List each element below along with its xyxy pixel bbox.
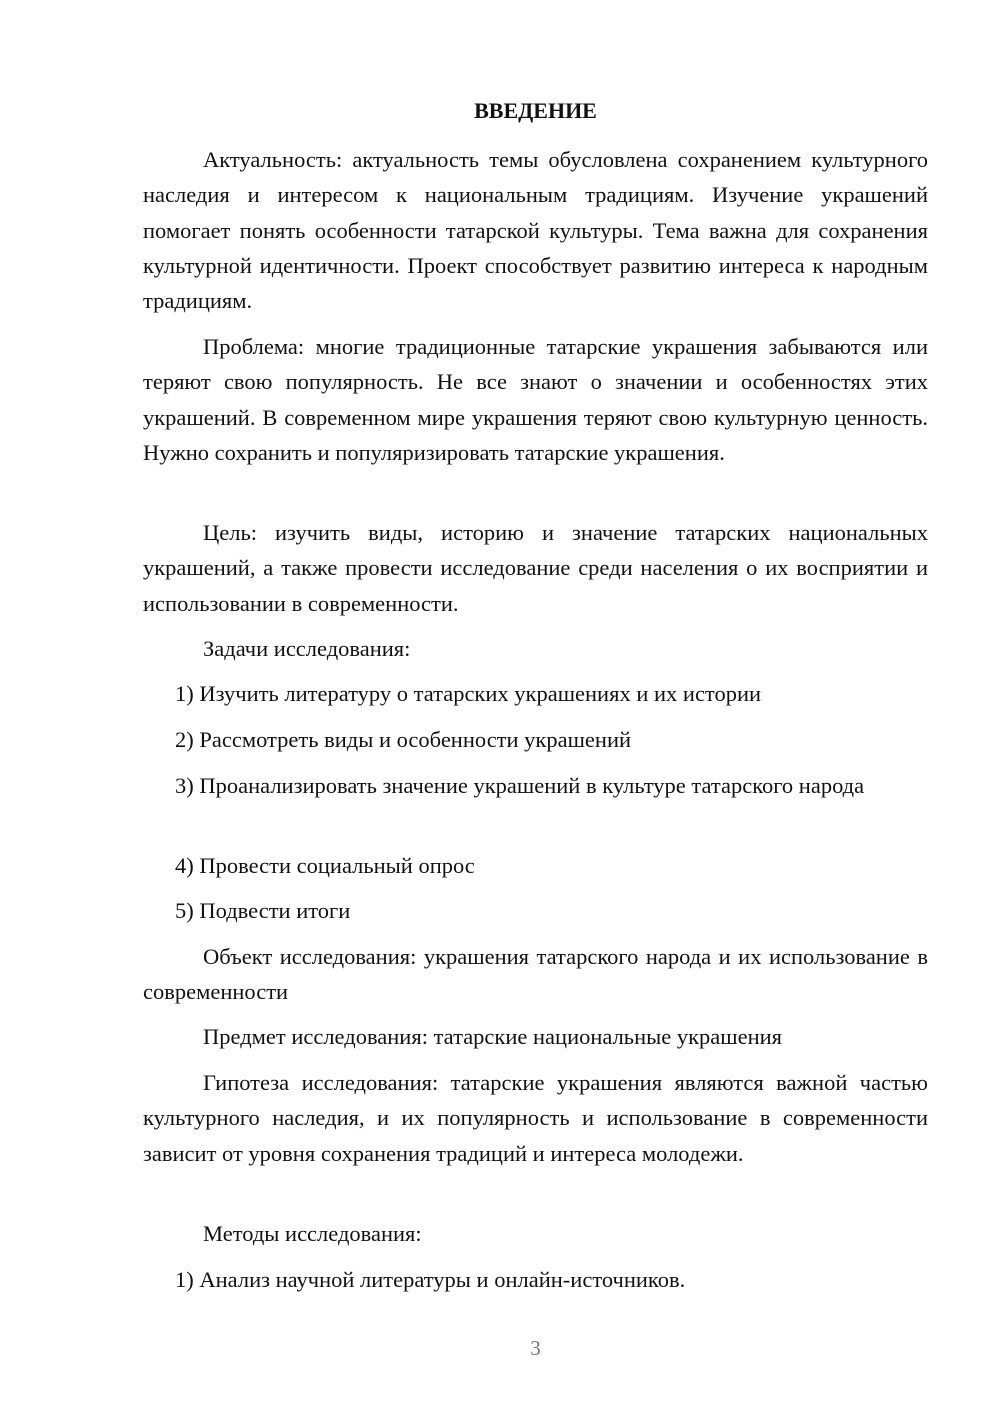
page-number: 3	[530, 1336, 541, 1360]
object-paragraph: Объект исследования: украшения татарского народа и их использование в современности	[143, 944, 928, 1005]
hypothesis-paragraph: Гипотеза исследования: татарские украшения являются важной частью культурного наследия, и их популярность и использование в современности зависит от уровня сохранения традиций и интереса молодежи.	[143, 1070, 928, 1166]
task-item: 4) Провести социальный опрос	[175, 853, 475, 878]
task-item: 2) Рассмотреть виды и особенности украшений	[175, 727, 632, 752]
task-item: 1) Изучить литературу о татарских украшениях и их истории	[175, 681, 762, 706]
task-item: 5) Подвести итоги	[175, 898, 351, 923]
tasks-title: Задачи исследования:	[203, 636, 411, 661]
section-heading: ВВЕДЕНИЕ	[474, 98, 597, 123]
methods-title: Методы исследования:	[203, 1221, 422, 1246]
document-page	[143, 0, 928, 1414]
task-item: 3) Проанализировать значение украшений в культуре татарского народа	[175, 773, 865, 798]
relevance-paragraph: Актуальность: актуальность темы обусловлена сохранением культурного наследия и интересом к национальным традициям. Изучение украшений помогает понять особенности татарской культуры. Тема важна для сохранения культурной идентичности. Проект способствует развитию интереса к народным традициям.	[143, 147, 928, 314]
problem-paragraph: Проблема: многие традиционные татарские украшения забываются или теряют свою популярность. Не все знают о значении и особенностях этих украшений. В современном мире украшения теряют свою культурную ценность. Нужно сохранить и популяризировать татарские украшения.	[143, 334, 928, 465]
subject-paragraph: Предмет исследования: татарские национальные украшения	[203, 1024, 783, 1049]
goal-paragraph: Цель: изучить виды, историю и значение татарских национальных украшений, а также провести исследование среди населения о их восприятии и использовании в современности.	[143, 520, 928, 616]
method-item: 1) Анализ научной литературы и онлайн-источников.	[175, 1267, 686, 1292]
